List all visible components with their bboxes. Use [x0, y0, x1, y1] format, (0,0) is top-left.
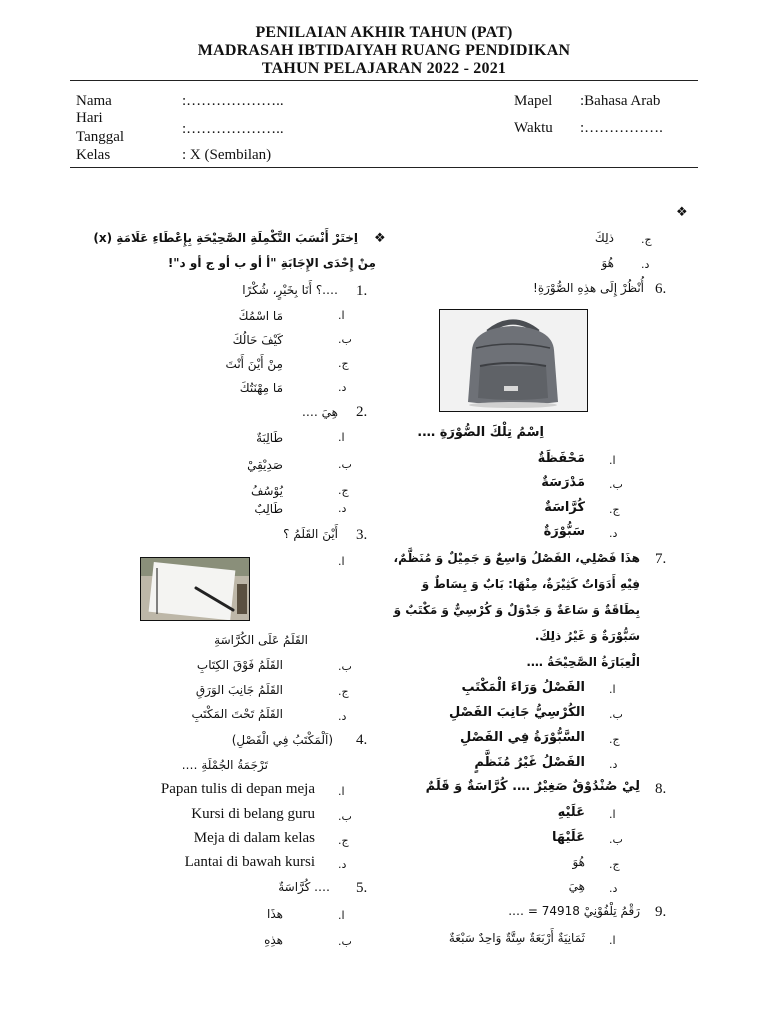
question-4-subtext: تَرْجَمَةُ الجُمْلَةِ ….	[181, 758, 268, 772]
kelas-label: Kelas	[76, 147, 111, 163]
tanggal-label: Tanggal	[76, 129, 125, 145]
option-mark[interactable]: د.	[609, 758, 618, 771]
mapel-value: :Bahasa Arab	[580, 93, 661, 109]
question-7-line-3: بِطَاقَةٌ وَ سَاعَةٌ وَ جَدْوَلٌ وَ كُرْسِيٌّ وَ مَكْتَبٌ وَ	[393, 603, 640, 617]
nama-value: :………………..	[182, 93, 284, 109]
option-mark[interactable]: ج.	[338, 685, 349, 698]
option-mark[interactable]: ب.	[338, 810, 352, 823]
diamond-bullet-icon: ❖	[374, 231, 386, 246]
option-text[interactable]: مَا اسْمُكَ	[238, 309, 283, 323]
question-1-number: 1.	[356, 283, 368, 299]
option-mark[interactable]: ا.	[609, 683, 616, 696]
waktu-label: Waktu	[514, 120, 553, 136]
option-mark[interactable]: ج.	[338, 357, 349, 370]
question-3-text: أَيْنَ القَلَمُ ؟	[283, 527, 338, 541]
option-text[interactable]: القَلَمُ تَحْتَ المَكْتَبِ	[191, 707, 283, 721]
option-text[interactable]: عَلَيْهِ	[557, 805, 585, 820]
option-text[interactable]: الفَصْلُ غَيْرُ مُنَظَّمٍ	[474, 755, 585, 770]
option-text[interactable]: الكُرْسِيُّ جَانِبَ الفَصْلِ	[449, 705, 585, 720]
option-mark[interactable]: ا.	[338, 785, 345, 798]
question-2-number: 2.	[356, 404, 368, 420]
question-1-text: ….؟ أَنَا بِخَيْرٍ، شُكْرًا	[242, 283, 338, 297]
option-mark[interactable]: د.	[338, 858, 347, 871]
option-text[interactable]: هذِهِ	[264, 933, 283, 947]
option-text[interactable]: القَلَمُ فَوْقَ الكِتَابِ	[196, 658, 283, 672]
mapel-label: Mapel	[514, 93, 553, 109]
option-text[interactable]: مَدْرَسَةٌ	[541, 475, 585, 490]
option-mark[interactable]: ج.	[609, 503, 620, 516]
question-7-line-4: سَبُّوْرَةٌ وَ غَيْرُ ذلِكَ.	[534, 629, 640, 643]
option-text[interactable]: عَلَيْهَا	[552, 830, 585, 845]
question-5-text: …. كُرَّاسَةٌ	[278, 880, 330, 894]
option-mark[interactable]: ج.	[609, 733, 620, 746]
academic-year: TAHUN PELAJARAN 2022 - 2021	[261, 60, 507, 77]
option-text[interactable]: كُرَّاسَةٌ	[544, 500, 585, 515]
option-text[interactable]: الفَصْلُ وَرَاءَ الْمَكْتَبِ	[461, 680, 585, 695]
option-mark[interactable]: ج.	[609, 858, 620, 871]
option-text[interactable]: السَّبُّوْرَةُ فِي الفَصْلِ	[459, 730, 585, 745]
option-mark[interactable]: ب.	[609, 478, 623, 491]
question-4-text: (اَلْمَكْتَبُ فِي الْفَصْلِ)	[231, 733, 333, 747]
option-text[interactable]: هُوَ	[601, 256, 614, 270]
option-text[interactable]: طَالِبَةٌ	[256, 431, 283, 445]
option-text[interactable]: سَبُّوْرَةٌ	[543, 524, 585, 539]
backpack-icon	[440, 310, 587, 411]
hari-tanggal-value: :………………..	[182, 121, 284, 137]
option-text[interactable]: مَحْفَظَةٌ	[537, 451, 585, 466]
question-9-text: رَقْمُ تِلْفُوْنِيْ 74918 = ….	[508, 904, 640, 918]
question-7-line-1: هذَا فَصْلِي، الفَصْلُ وَاسِعٌ وَ جَمِيْلٌ وَ مُنَظَّمٌ،	[393, 551, 640, 565]
question-9-number: 9.	[655, 904, 667, 920]
school-name: MADRASAH IBTIDAIYAH RUANG PENDIDIKAN	[197, 42, 571, 59]
question-7-subtext: الْعِبَارَةُ الصَّحِيْحَةُ ….	[526, 655, 640, 669]
option-mark[interactable]: ا.	[338, 431, 345, 444]
option-mark[interactable]: د.	[609, 527, 618, 540]
question-3-number: 3.	[356, 527, 368, 543]
option-text[interactable]: Kursi di belang guru	[191, 806, 315, 822]
backpack-photo	[439, 309, 588, 412]
option-mark[interactable]: د.	[338, 502, 347, 515]
option-text[interactable]: طَالِبٌ	[254, 502, 283, 516]
option-mark[interactable]: ج.	[338, 484, 349, 497]
option-mark[interactable]: ا.	[609, 808, 616, 821]
kelas-value: : X (Sembilan)	[182, 147, 272, 163]
option-mark[interactable]: ا.	[609, 454, 616, 467]
question-6-text: أُنْظُرْ إِلَى هذِهِ الصُّوْرَةِ!	[533, 281, 644, 295]
option-mark[interactable]: ج.	[338, 834, 349, 847]
option-text[interactable]: مِنْ أَيْنَ أَنْتَ	[225, 357, 283, 371]
question-2-text: هِيَ ….	[302, 405, 338, 419]
option-mark[interactable]: ب.	[338, 935, 352, 948]
option-text[interactable]: ثَمَانِيَةٌ أَرْبَعَةٌ سِتَّةٌ وَاحِدٌ سَبْعَةٌ	[448, 931, 585, 945]
question-7-number: 7.	[655, 551, 667, 567]
question-8-number: 8.	[655, 781, 667, 797]
option-mark[interactable]: ا.	[609, 934, 616, 947]
option-mark[interactable]: ب.	[338, 458, 352, 471]
option-mark[interactable]: ب.	[338, 333, 352, 346]
question-7-line-2: فِيْهِ أَدَوَاتٌ كَثِيْرَةٌ، مِنْهَا: بَابٌ وَ بِسَاطٌ وَ	[421, 577, 640, 591]
instruction-line-1: اِختَرْ أَنْسَبَ التَّكْمِلَةِ الصَّحِيْحَةِ بِإِعْطَاءِ عَلَامَةِ (x)	[93, 231, 358, 245]
question-6-subtext: اِسْمُ تِلْكَ الصُّوْرَةِ ….	[417, 425, 544, 440]
info-divider	[70, 167, 698, 168]
option-mark[interactable]: ب.	[338, 660, 352, 673]
option-text[interactable]: Lantai di bawah kursi	[184, 854, 315, 870]
option-mark[interactable]: د.	[338, 381, 347, 394]
option-text[interactable]: هذَا	[267, 907, 283, 921]
option-text[interactable]: كَيْفَ حَالُكَ	[232, 333, 283, 347]
question-4-number: 4.	[356, 732, 368, 748]
option-mark[interactable]: ا.	[338, 909, 345, 922]
option-text[interactable]: يُوْسُفُ	[250, 484, 283, 498]
option-text[interactable]: Meja di dalam kelas	[193, 830, 315, 846]
question-5-number: 5.	[356, 880, 368, 896]
option-mark[interactable]: د.	[641, 258, 650, 271]
option-text[interactable]: ذلِكَ	[594, 231, 614, 245]
notebook-pen-icon	[141, 558, 249, 620]
header-divider	[70, 80, 698, 81]
option-text[interactable]: هُوَ	[572, 855, 585, 869]
option-text[interactable]: القَلَمُ عَلَى الكُرَّاسَةِ	[214, 633, 308, 647]
nama-label: Nama	[76, 93, 112, 109]
option-text[interactable]: مَا مِهْنَتُكَ	[239, 381, 283, 395]
diamond-bullet-icon: ❖	[676, 205, 688, 220]
instruction-line-2: مِنْ إِحْدَى الإِجَابَةِ "أ أو ب أو ج أو د"!	[167, 256, 376, 270]
option-text[interactable]: القَلَمُ جَانِبَ الوَرَقِ	[195, 683, 283, 697]
option-mark[interactable]: د.	[609, 882, 618, 895]
option-mark[interactable]: ا.	[338, 309, 345, 322]
option-text[interactable]: Papan tulis di depan meja	[160, 781, 315, 797]
question-6-number: 6.	[655, 281, 667, 297]
option-mark[interactable]: ب.	[609, 833, 623, 846]
notebook-pen-photo	[140, 557, 250, 621]
waktu-value: :…………….	[580, 120, 663, 136]
option-mark[interactable]: د.	[338, 710, 347, 723]
hari-label: Hari	[76, 110, 103, 126]
option-mark[interactable]: ب.	[609, 708, 623, 721]
question-8-text: لِيْ صُنْدُوْقٌ صَغِيْرٌ …. كُرَّاسَةٌ وَ قَلَمٌ	[425, 779, 640, 794]
option-mark[interactable]: ج.	[641, 233, 652, 246]
exam-title: PENILAIAN AKHIR TAHUN (PAT)	[255, 24, 513, 41]
option-text[interactable]: هِيَ	[568, 879, 585, 893]
option-text[interactable]: صَدِيْقِيْ	[247, 458, 283, 472]
option-mark[interactable]: ا.	[338, 555, 345, 568]
